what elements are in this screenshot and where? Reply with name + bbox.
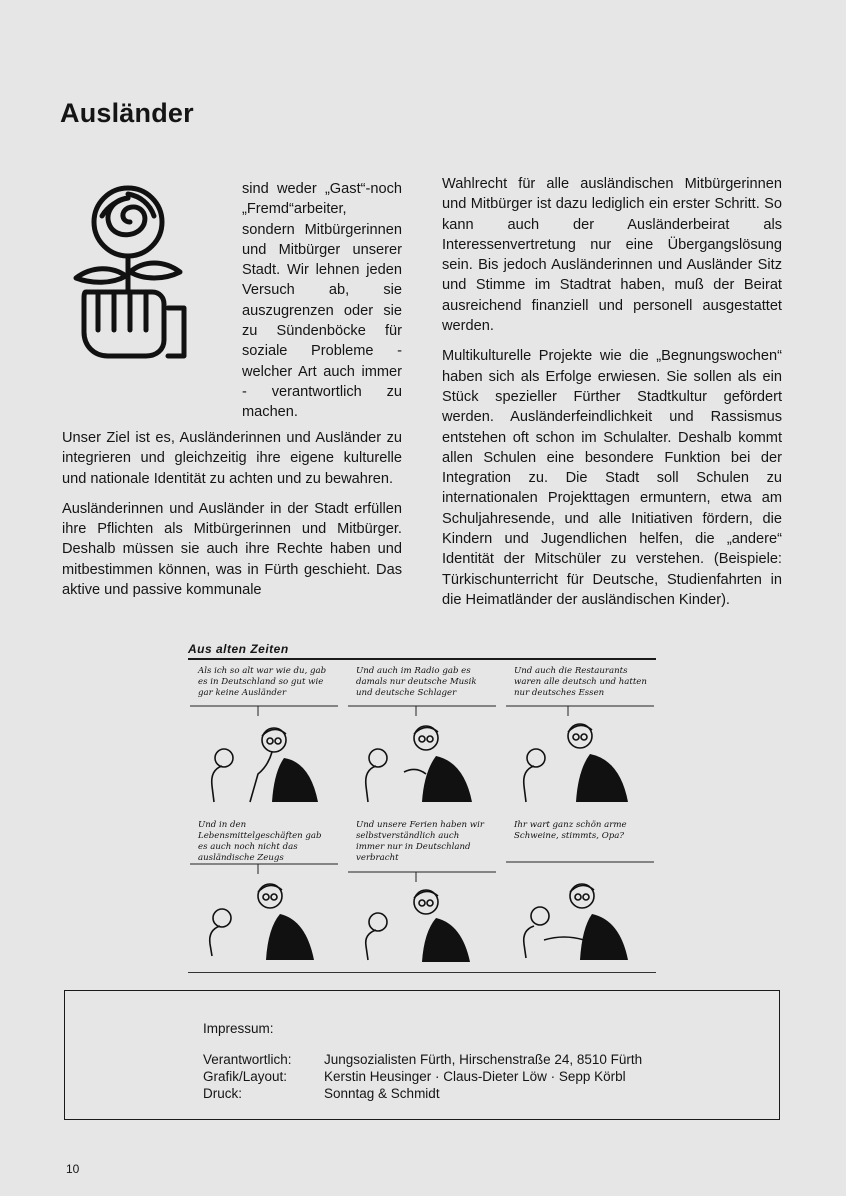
grandfather-child-drawing-icon bbox=[346, 662, 498, 812]
cartoon-panel bbox=[188, 662, 340, 812]
impressum-label: Grafik/Layout: bbox=[203, 1069, 288, 1084]
panel-caption: Ihr wart ganz schön arme Schweine, stimmts, Opa? bbox=[514, 820, 627, 841]
grandfather-child-drawing-icon bbox=[188, 662, 340, 812]
panel-caption: Und unsere Ferien haben wir selbstverständlich auch immer nur in Deutschland verbracht bbox=[356, 820, 485, 863]
grandfather-child-drawing-icon bbox=[346, 816, 498, 966]
impressum-row bbox=[203, 1068, 626, 1085]
right-paragraph: Multikulturelle Projekte wie die „Begnungswochen“ haben sich als Erfolge erwiesen. Sie sollen als ein Stück spezieller Fürther Stadtkultur gefördert werden. Ausländerfeindlichkeit und Rassismus entstehen oft schon im Schulalter. Deshalb kommt allen Schulen eine besondere Funktion bei der Integration zu. Die Stadt soll Schulen zu internationalen Projekttagen ermuntern, etwa am Schuljahresende, und alle Initiativen fördern, die Kindern und Jugendlichen helfen, die „andere“ Identität der Mitschüler zu verstehen. (Beispiele: Türkischunterricht für Deutsche, Studienfahrten in die Heimatländer der ausländischen Kinder). bbox=[442, 348, 782, 608]
panel-caption: Und in den Lebensmittelgeschäften gab es auch noch nicht das ausländische Zeugs bbox=[198, 820, 322, 863]
left-paragraph: Ausländerinnen und Ausländer in der Stadt erfüllen ihre Pflichten als Mitbürgerinnen und Mitbürger. Deshalb müssen sie auch ihre Rechte haben und mitbestimmen können, was in Fürth geschieht. Das aktive und passive kommunale bbox=[62, 500, 402, 599]
cartoon-panel bbox=[504, 816, 656, 966]
panel-caption: Und auch die Restaurants waren alle deutsch und hatten nur deutsches Essen bbox=[514, 666, 647, 698]
impressum-row bbox=[203, 1051, 642, 1068]
cartoon-panel bbox=[188, 816, 340, 966]
impressum-value: Jungsozialisten Fürth, Hirschenstraße 24, 8510 Fürth bbox=[324, 1052, 643, 1067]
panel-caption: Als ich so alt war wie du, gab es in Deutschland so gut wie gar keine Ausländer bbox=[198, 666, 327, 698]
cartoon-panel bbox=[346, 662, 498, 812]
panel-caption: Und auch im Radio gab es damals nur deutsche Musik und deutsche Schlager bbox=[356, 666, 477, 698]
impressum-heading: Impressum: bbox=[203, 1021, 274, 1036]
cartoon-title: Aus alten Zeiten bbox=[188, 642, 289, 656]
left-column bbox=[62, 428, 402, 600]
impressum-label: Verantwortlich: bbox=[203, 1052, 292, 1067]
rose-fist-logo-icon bbox=[68, 180, 190, 360]
cartoon-panel bbox=[346, 816, 498, 966]
intro-paragraph bbox=[242, 179, 402, 423]
grandfather-child-drawing-icon bbox=[504, 816, 656, 966]
page-number: 10 bbox=[66, 1162, 80, 1176]
impressum-row bbox=[203, 1085, 440, 1102]
page-title: Ausländer bbox=[60, 98, 194, 128]
grandfather-child-drawing-icon bbox=[188, 816, 340, 966]
impressum-box bbox=[64, 990, 780, 1120]
left-paragraph: Unser Ziel ist es, Ausländerinnen und Ausländer zu integrieren und gleichzeitig ihre eigene kulturelle und nationale Identität zu achten und zu bewahren. bbox=[62, 430, 402, 487]
impressum-label: Druck: bbox=[203, 1086, 243, 1101]
intro-text: sind weder „Gast“-noch „Fremd“arbeiter, sondern Mitbürgerinnen und Mitbürger unserer Stadt. Wir lehnen jeden Versuch ab, sie auszugrenzen oder sie zu Sündenböcke für soziale Probleme - welcher Art auch immer - verantwortlich zu machen. bbox=[242, 181, 402, 421]
impressum-value: Kerstin Heusinger · Claus-Dieter Löw · Sepp Körbl bbox=[324, 1069, 626, 1084]
grandfather-child-drawing-icon bbox=[504, 662, 656, 812]
cartoon-bottom-rule bbox=[188, 972, 656, 973]
right-paragraph: Wahlrecht für alle ausländischen Mitbürgerinnen und Mitbürger ist dazu lediglich ein erster Schritt. So kann auch der Ausländerbeirat als Interessenvertretung nur eine Übergangslösung sein. Bis jedoch Ausländerinnen und Ausländer Sitz und Stimme im Stadtrat haben, muß der Beirat ausreichend finanziell und personell ausgestattet werden. bbox=[442, 176, 782, 335]
cartoon-panel bbox=[504, 662, 656, 812]
right-column bbox=[442, 174, 782, 610]
impressum-value: Sonntag & Schmidt bbox=[324, 1086, 440, 1101]
cartoon-title-rule bbox=[188, 658, 656, 660]
cartoon-strip bbox=[188, 642, 656, 976]
